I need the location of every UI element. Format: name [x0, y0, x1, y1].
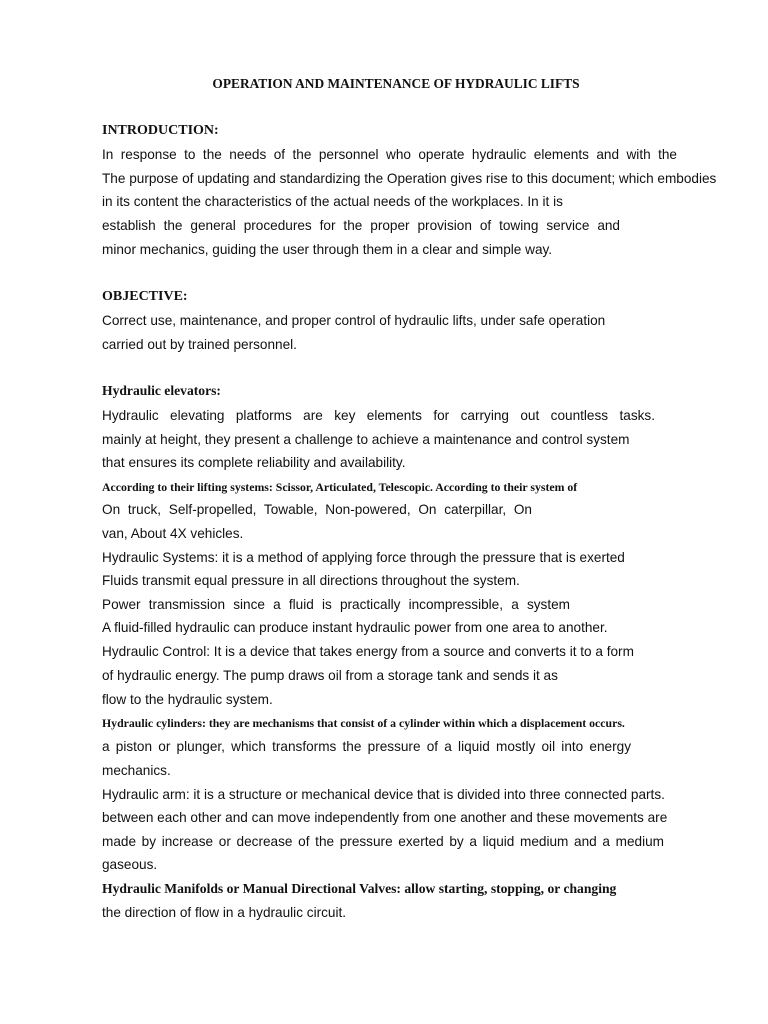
paragraph-line: made by increase or decrease of the pressure exerted by a liquid medium and a medium [102, 834, 664, 849]
section-heading-objective: OBJECTIVE: [102, 289, 188, 304]
paragraph-line: Hydraulic elevating platforms are key elements for carrying out countless tasks. [102, 408, 655, 423]
paragraph-line: carried out by trained personnel. [102, 337, 297, 352]
paragraph-line: a piston or plunger, which transforms the pressure of a liquid mostly oil into energy [102, 739, 631, 754]
paragraph-line: mechanics. [102, 763, 171, 778]
paragraph-line: The purpose of updating and standardizing the Operation gives rise to this document; which embodies [102, 171, 717, 186]
paragraph-line: van, About 4X vehicles. [102, 526, 244, 541]
paragraph-line-bold: According to their lifting systems: Scissor, Articulated, Telescopic. According to their system of [102, 480, 578, 494]
paragraph-line-bold: Hydraulic cylinders: they are mechanisms that consist of a cylinder within which a displacement occurs. [102, 716, 625, 730]
paragraph-line-bold: Hydraulic Manifolds or Manual Directional Valves: allow starting, stopping, or changing [102, 881, 617, 896]
paragraph-line: In response to the needs of the personnel who operate hydraulic elements and with the [102, 147, 677, 162]
paragraph-line: Hydraulic Control: It is a device that takes energy from a source and converts it to a form [102, 644, 634, 659]
paragraph-line: between each other and can move independently from one another and these movements are [102, 810, 668, 825]
paragraph-line: establish the general procedures for the proper provision of towing service and [102, 218, 620, 233]
section-heading-introduction: INTRODUCTION: [102, 123, 219, 138]
paragraph-line: in its content the characteristics of the actual needs of the workplaces. In it is [102, 194, 563, 209]
paragraph-line: Hydraulic arm: it is a structure or mechanical device that is divided into three connected parts. [102, 787, 665, 802]
paragraph-line: mainly at height, they present a challenge to achieve a maintenance and control system [102, 432, 630, 447]
document-title: OPERATION AND MAINTENANCE OF HYDRAULIC LIFTS [212, 76, 580, 91]
paragraph-line: Hydraulic Systems: it is a method of applying force through the pressure that is exerted [102, 550, 625, 565]
paragraph-line: that ensures its complete reliability and availability. [102, 455, 406, 470]
paragraph-line: flow to the hydraulic system. [102, 692, 273, 707]
section-heading-hydraulic-elevators: Hydraulic elevators: [102, 383, 221, 398]
paragraph-line: gaseous. [102, 857, 158, 872]
paragraph-line: Fluids transmit equal pressure in all directions throughout the system. [102, 573, 520, 588]
paragraph-line: the direction of flow in a hydraulic circuit. [102, 905, 347, 920]
paragraph-line: A fluid-filled hydraulic can produce instant hydraulic power from one area to another. [102, 620, 608, 635]
paragraph-line: minor mechanics, guiding the user through them in a clear and simple way. [102, 242, 553, 257]
paragraph-line: On truck, Self-propelled, Towable, Non-powered, On caterpillar, On [102, 502, 532, 517]
paragraph-line: Power transmission since a fluid is practically incompressible, a system [102, 597, 570, 612]
paragraph-line: Correct use, maintenance, and proper control of hydraulic lifts, under safe operation [102, 313, 606, 328]
paragraph-line: of hydraulic energy. The pump draws oil from a storage tank and sends it as [102, 668, 558, 683]
